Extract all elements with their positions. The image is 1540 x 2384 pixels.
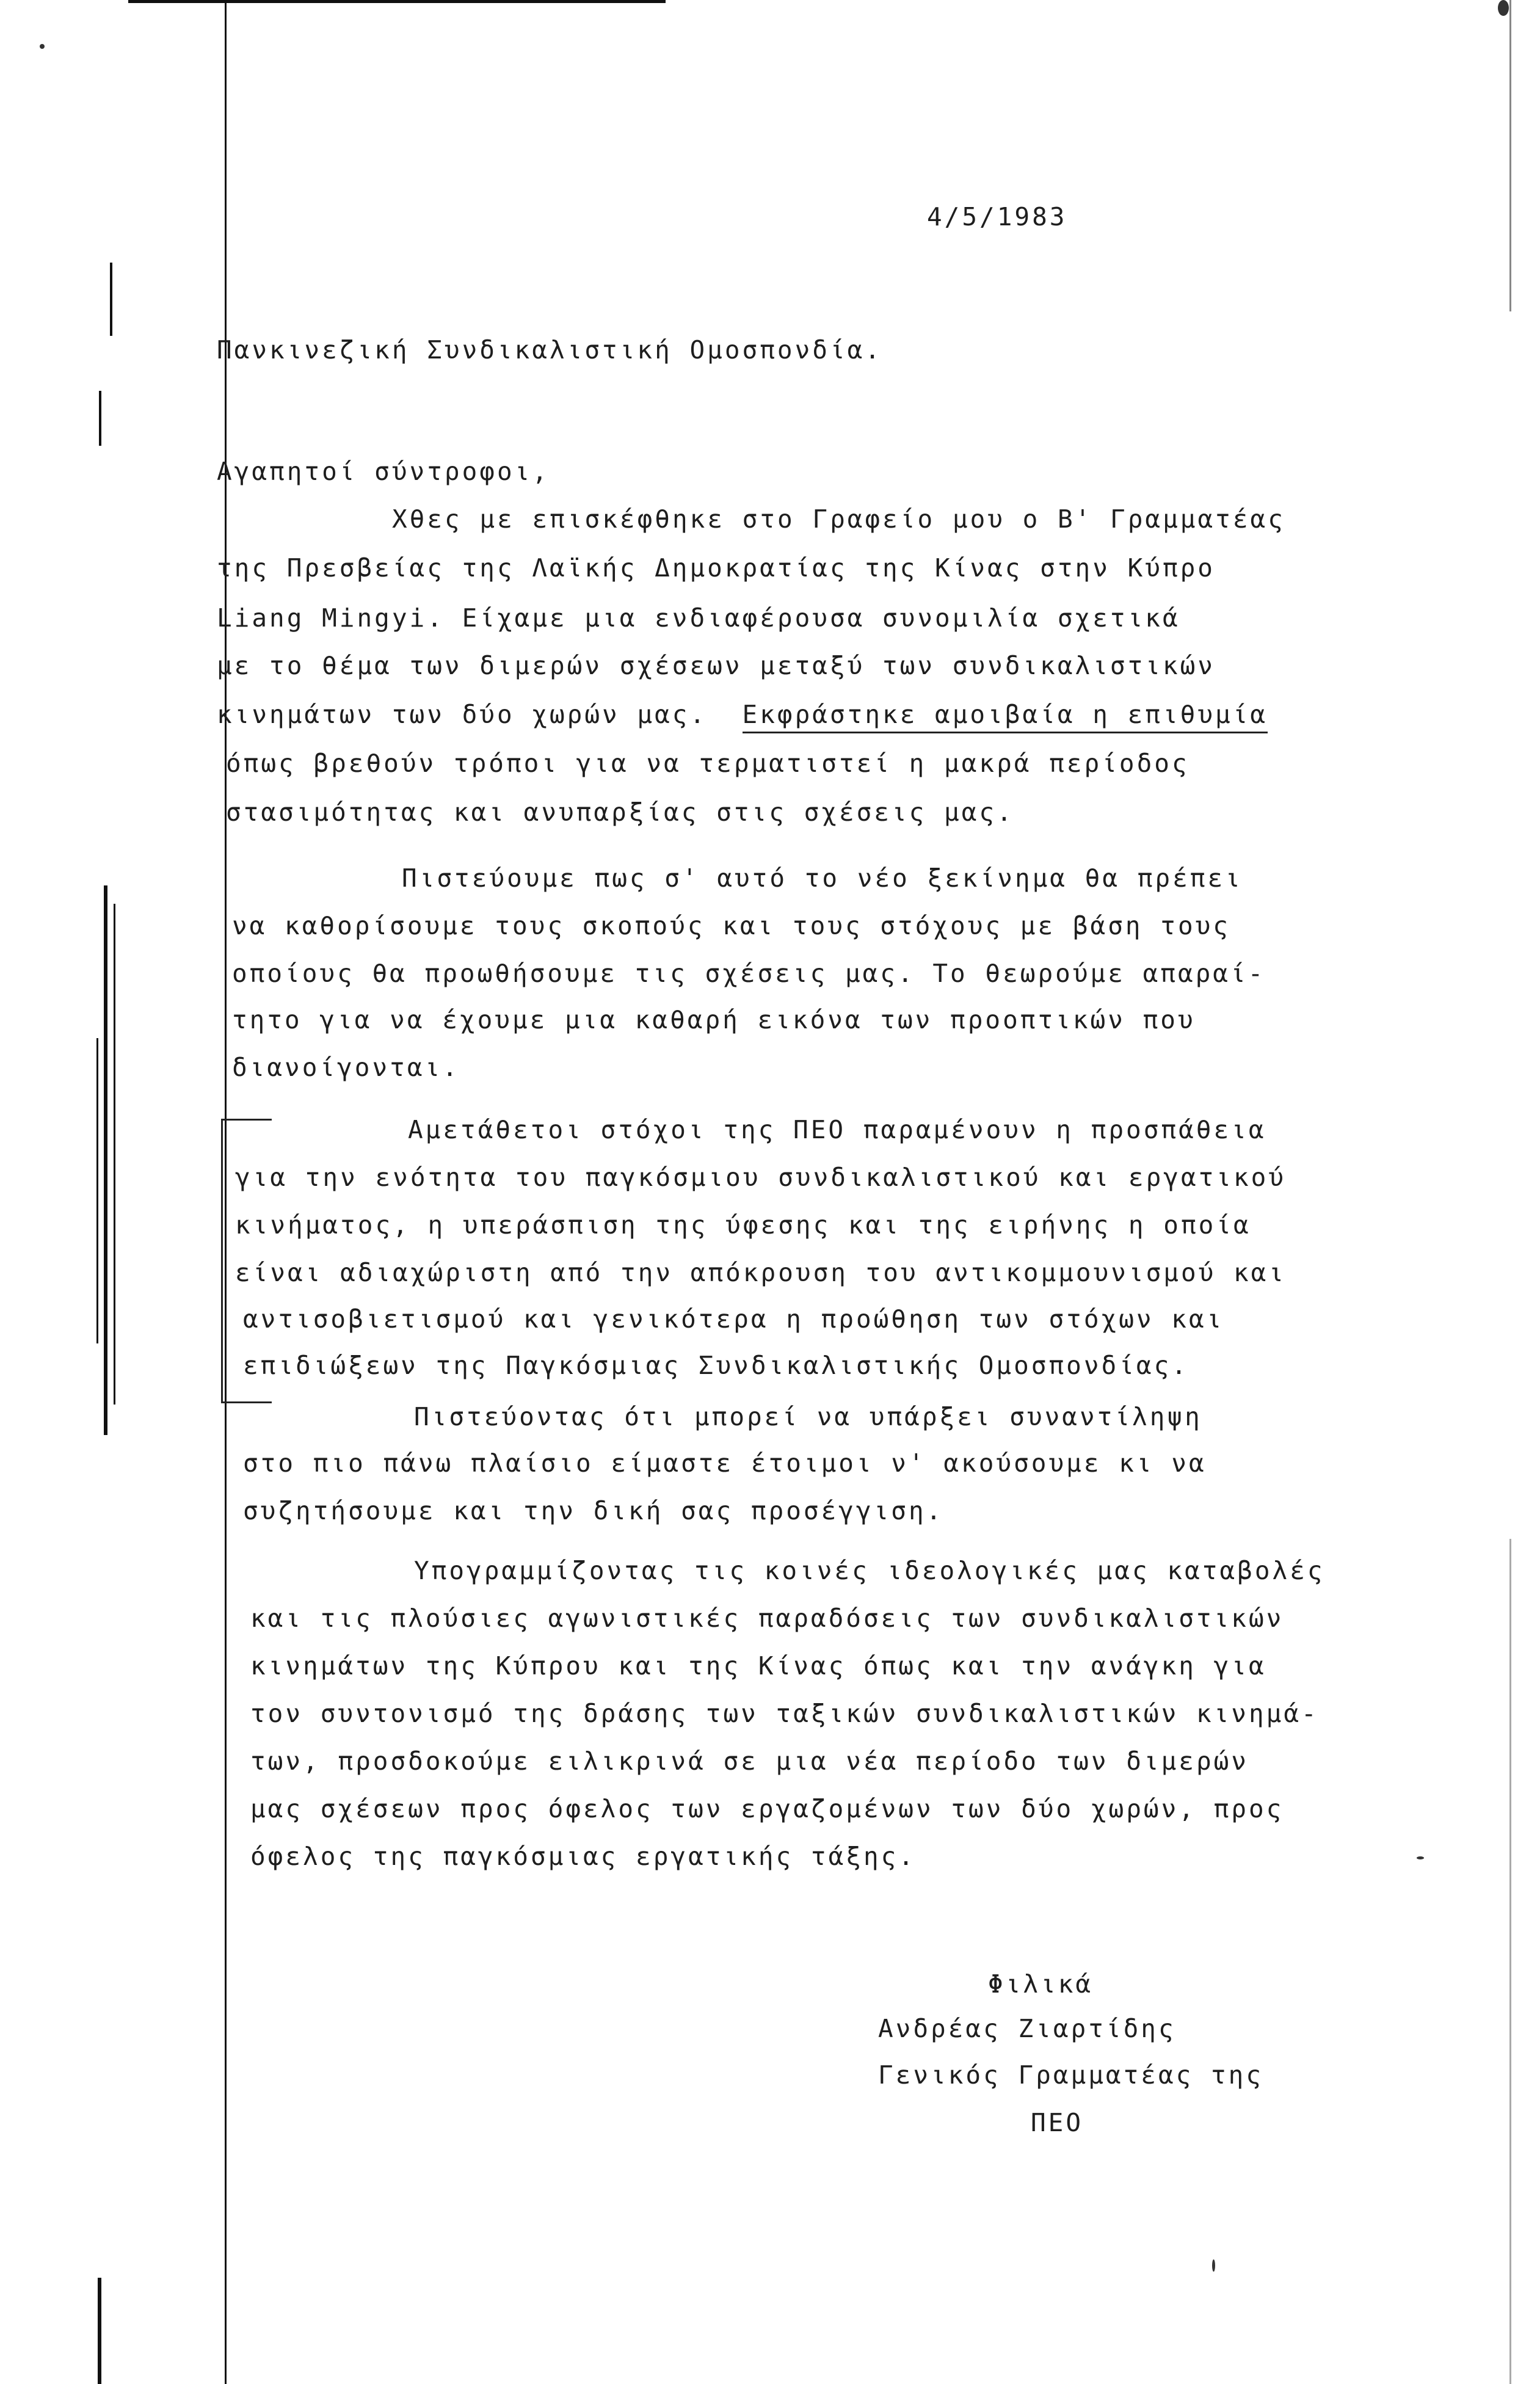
underlined-phrase: Εκφράστηκε αμοιβαία η επιθυμία <box>743 700 1268 733</box>
paragraph-5-line-4: τον συντονισμό της δράσης των ταξικών συνδικαλιστικών κινημά- <box>250 1699 1319 1728</box>
paragraph-5-line-2: και τις πλούσιες αγωνιστικές παραδόσεις των συνδικαλιστικών <box>250 1604 1284 1633</box>
paragraph-1-line-2: της Πρεσβείας της Λαϊκής Δημοκρατίας της Κίνας στην Κύπρο <box>217 553 1215 583</box>
paragraph-1-line-5 <box>217 702 1268 727</box>
scan-speck <box>1212 2259 1215 2272</box>
paragraph-3-line-2: για την ενότητα του παγκόσμιου συνδικαλιστικού και εργατικού <box>235 1163 1287 1192</box>
signer-name: Ανδρέας Ζιαρτίδης <box>878 2014 1176 2043</box>
paragraph-4-line-1: Πιστεύοντας ότι μπορεί να υπάρξει συναντίληψη <box>414 1402 1202 1431</box>
paragraph-1-line-5-text: κινημάτων των δύο χωρών μας. <box>217 700 708 729</box>
paragraph-2-line-5: διανοίγονται. <box>232 1053 460 1082</box>
paragraph-3-line-5: αντισοβιετισμού και γενικότερα η προώθηση των στόχων και <box>243 1304 1224 1334</box>
closing: Φιλικά <box>988 1969 1094 1999</box>
scan-right-edge <box>1509 1539 1511 2384</box>
paragraph-3-line-3: κινήματος, η υπεράσπιση της ύφεσης και της ειρήνης η οποία <box>235 1210 1251 1240</box>
paragraph-2-line-3: οποίους θα προωθήσουμε τις σχέσεις μας. Το θεωρούμε απαραί- <box>232 959 1266 988</box>
paragraph-3-line-4: είναι αδιαχώριστη από την απόκρουση του αντικομμουνισμού και <box>235 1258 1287 1287</box>
paragraph-5-line-3: κινημάτων της Κύπρου και της Κίνας όπως και την ανάγκη για <box>250 1651 1266 1681</box>
paragraph-3-line-6: επιδιώξεων της Παγκόσμιας Συνδικαλιστικής Ομοσπονδίας. <box>243 1351 1189 1380</box>
paragraph-3-line-1: Αμετάθετοι στόχοι της ΠΕΟ παραμένουν η προσπάθεια <box>408 1115 1266 1144</box>
paragraph-4-line-3: συζητήσουμε και την δική σας προσέγγιση. <box>243 1496 944 1525</box>
signer-org: ΠΕΟ <box>1031 2108 1084 2137</box>
letter-date: 4/5/1983 <box>927 202 1067 231</box>
scan-top-edge <box>128 0 666 3</box>
paragraph-1-line-1: Χθες με επισκέφθηκε στο Γραφείο μου ο Β' Γραμματέας <box>392 504 1285 534</box>
paragraph-5-line-5: των, προσδοκούμε ειλικρινά σε μια νέα περίοδο των διμερών <box>250 1746 1249 1776</box>
scan-right-edge <box>1509 0 1511 311</box>
paragraph-5-line-7: όφελος της παγκόσμιας εργατικής τάξης. <box>250 1842 916 1871</box>
paragraph-1-line-7: στασιμότητας και ανυπαρξίας στις σχέσεις μας. <box>226 798 1014 827</box>
signer-title: Γενικός Γραμματέας της <box>878 2060 1264 2090</box>
scan-binding-line <box>96 1038 98 1343</box>
paragraph-1-line-3: Liang Mingyi. Είχαμε μια ενδιαφέρουσα συνομιλία σχετικά <box>217 603 1180 633</box>
paragraph-5-line-1: Υπογραμμίζοντας τις κοινές ιδεολογικές μας καταβολές <box>414 1556 1325 1585</box>
scan-speck <box>1417 1856 1424 1859</box>
letter-salutation: Αγαπητοί σύντροφοι, <box>217 457 550 486</box>
paragraph-1-line-6: όπως βρεθούν τρόποι για να τερματιστεί η μακρά περίοδος <box>226 749 1190 778</box>
scan-binding-line <box>114 904 115 1405</box>
paragraph-2-line-4: τητο για να έχουμε μια καθαρή εικόνα των προοπτικών που <box>232 1005 1196 1034</box>
letter-addressee: Πανκινεζική Συνδικαλιστική Ομοσπονδία. <box>217 335 882 365</box>
scan-binding-line <box>98 2278 101 2384</box>
paragraph-2-line-1: Πιστεύουμε πως σ' αυτό το νέο ξεκίνημα θα πρέπει <box>402 863 1243 893</box>
scan-binding-line <box>104 885 107 1435</box>
paragraph-2-line-2: να καθορίσουμε τους σκοπούς και τους στόχους με βάση τους <box>232 911 1230 940</box>
scan-speck <box>1498 0 1509 16</box>
paragraph-5-line-6: μας σχέσεων προς όφελος των εργαζομένων των δύο χωρών, προς <box>250 1794 1284 1823</box>
scan-binding-line <box>99 391 101 446</box>
scan-binding-line <box>110 263 112 336</box>
scan-speck <box>40 44 45 49</box>
paragraph-1-line-4: με το θέμα των διμερών σχέσεων μεταξύ των συνδικαλιστικών <box>217 651 1215 680</box>
paragraph-4-line-2: στο πιο πάνω πλαίσιο είμαστε έτοιμοι ν' ακούσουμε κι να <box>243 1448 1207 1478</box>
